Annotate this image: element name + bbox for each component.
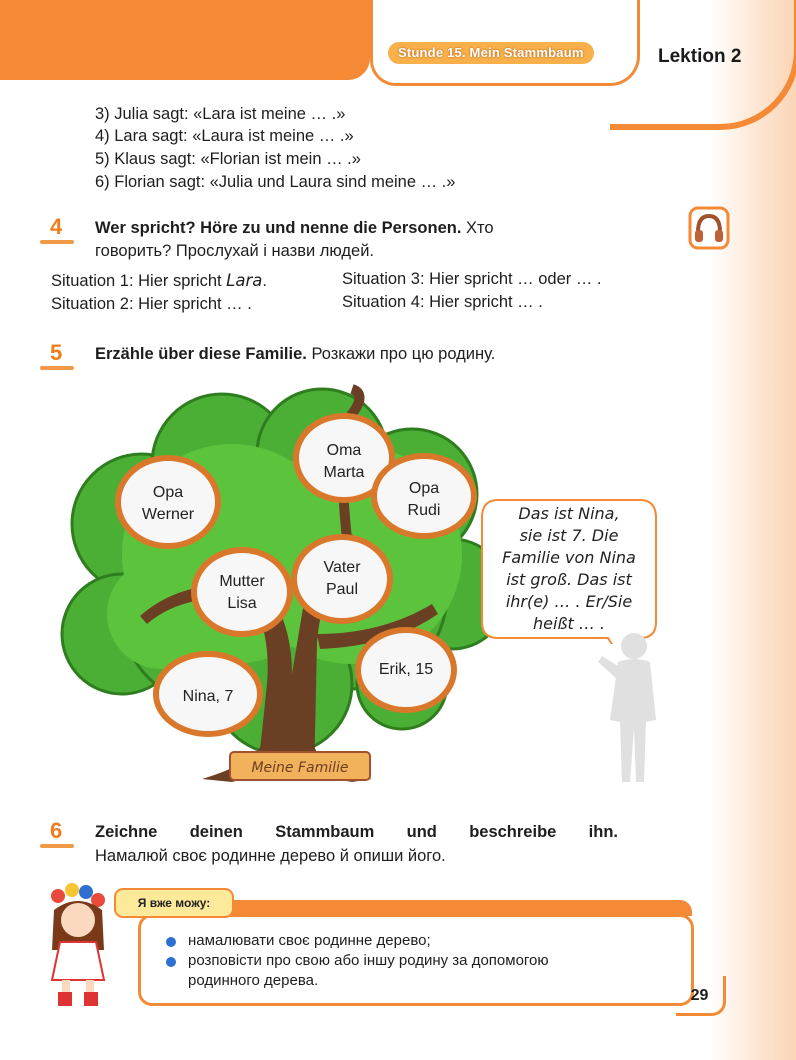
node-6-line-1: Erik, 15 xyxy=(378,661,434,678)
node-4-line-2: Lisa xyxy=(227,595,257,612)
skill-item-1: намалювати своє родинне дерево; xyxy=(188,932,431,949)
ex4-title-ua-2: говорить? Прослухай і назви людей. xyxy=(95,242,375,260)
exercise-4-number: 4 xyxy=(50,214,63,239)
tree-sign-text: Meine Familie xyxy=(251,760,349,776)
exercise-4-underline xyxy=(40,240,74,244)
node-3-line-1: Opa xyxy=(408,480,440,497)
skill-item-2-continued: родинного дерева. xyxy=(188,972,319,989)
node-4-line-1: Mutter xyxy=(219,573,265,590)
tree-sign xyxy=(230,752,370,780)
exercise-6-number: 6 xyxy=(50,818,63,843)
ex3-line-6: 6) Florian sagt: «Julia und Laura sind meine … .» xyxy=(95,173,456,191)
ex3-line-3: 3) Julia sagt: «Lara ist meine … .» xyxy=(95,105,346,123)
ex6-word-3: Stammbaum xyxy=(275,823,375,841)
lesson-title-pill: Stunde 15. Mein Stammbaum xyxy=(388,42,594,64)
lektion-label: Lektion 2 xyxy=(658,46,742,67)
ex6-title-ua: Намалюй своє родинне дерево й опиши його. xyxy=(95,847,446,865)
node-2-line-2: Marta xyxy=(323,464,365,481)
situation-3: Situation 3: Hier spricht … oder … . xyxy=(342,270,602,288)
ex6-word-5: beschreibe xyxy=(469,823,557,841)
exercise-5-number: 5 xyxy=(50,340,63,365)
situation-1 xyxy=(51,270,267,292)
tree-node-opa-werner xyxy=(118,482,218,526)
situation-1-prefix: Situation 1: Hier spricht xyxy=(51,272,227,290)
headphones-icon xyxy=(688,206,730,250)
bullet-icon xyxy=(166,957,176,967)
ex6-word-1: Zeichne xyxy=(95,823,158,841)
situation-4: Situation 4: Hier spricht … . xyxy=(342,293,543,311)
page-number: 29 xyxy=(676,976,726,1016)
skills-label: Я вже можу: xyxy=(114,888,234,918)
node-1-line-1: Opa xyxy=(152,484,184,501)
node-5-line-1: Vater xyxy=(323,559,361,576)
speech-bubble-text xyxy=(486,503,652,635)
ex5-title-ua: Розкажи про цю родину. xyxy=(311,345,496,363)
bubble-line-3: Familie von Nina xyxy=(502,548,636,567)
exercise-4-title xyxy=(95,217,494,239)
right-margin-stripe xyxy=(710,0,796,1060)
situation-2: Situation 2: Hier spricht … . xyxy=(51,295,252,313)
bullet-icon xyxy=(166,937,176,947)
ex6-word-6: ihn. xyxy=(588,823,618,841)
tree-node-mutter-lisa xyxy=(192,571,292,615)
tree-node-erik xyxy=(356,659,456,681)
ex6-word-2: deinen xyxy=(189,823,243,841)
node-1-line-2: Werner xyxy=(141,506,195,523)
exercise-5-title xyxy=(95,343,495,365)
tree-node-nina xyxy=(158,686,258,708)
situation-1-suffix: . xyxy=(262,272,267,290)
tree-node-opa-rudi xyxy=(374,478,474,522)
ex5-title-de: Erzähle über diese Familie. xyxy=(95,345,307,363)
bubble-line-1: Das ist Nina, xyxy=(518,504,620,523)
girl-illustration xyxy=(34,880,122,1010)
tree-node-vater-paul xyxy=(292,557,392,601)
node-7-line-1: Nina, 7 xyxy=(182,688,234,705)
exercise-5-underline xyxy=(40,366,74,370)
ex3-line-5: 5) Klaus sagt: «Florian ist mein … .» xyxy=(95,150,361,168)
bubble-line-2: sie ist 7. Die xyxy=(519,526,619,545)
exercise-6-title xyxy=(95,821,618,843)
exercise-6-underline xyxy=(40,844,74,848)
ex4-title-ua-1: Хто xyxy=(466,219,494,237)
situation-1-answer: Lara xyxy=(226,271,263,290)
bubble-line-4: ist groß. Das ist xyxy=(506,570,632,589)
skill-item-2: розповісти про свою або іншу родину за допомогою xyxy=(188,952,549,969)
node-3-line-2: Rudi xyxy=(407,502,441,519)
node-5-line-2: Paul xyxy=(325,581,359,598)
node-2-line-1: Oma xyxy=(326,442,362,459)
ex6-word-4: und xyxy=(406,823,437,841)
header-band xyxy=(0,0,370,80)
ex3-line-4: 4) Lara sagt: «Laura ist meine … .» xyxy=(95,127,354,145)
person-silhouette xyxy=(596,628,676,786)
bubble-line-6: heißt … . xyxy=(532,614,606,633)
bubble-line-5: ihr(e) … . Er/Sie xyxy=(505,592,633,611)
ex4-title-de: Wer spricht? Höre zu und nenne die Personen. xyxy=(95,219,462,237)
